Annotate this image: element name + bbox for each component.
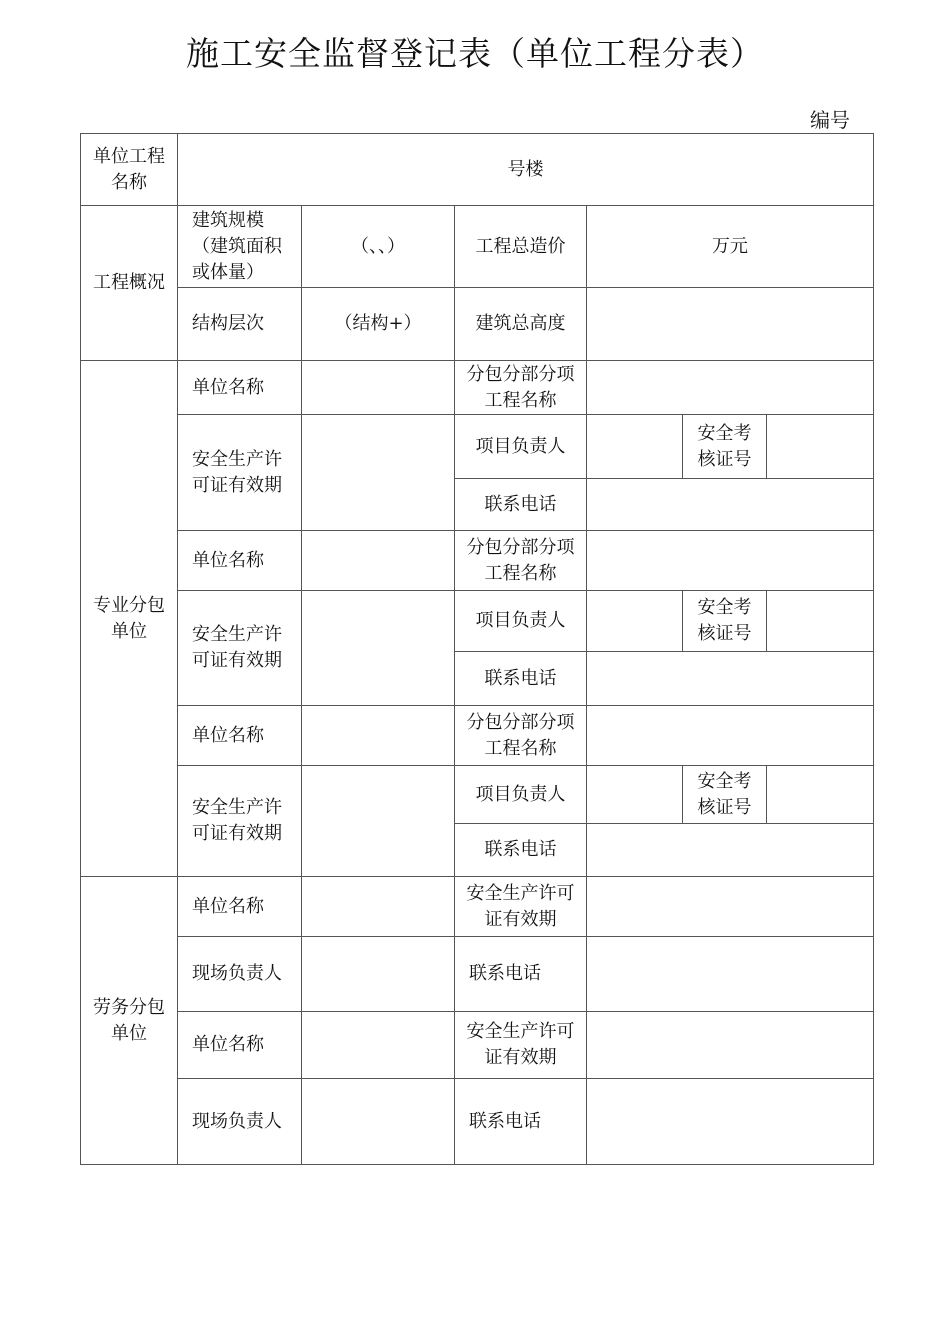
labor-license-label-2: 安全生产许可证有效期	[455, 1012, 587, 1079]
pro-license-value-3[interactable]	[302, 766, 455, 877]
pro-subitem-value-2[interactable]	[587, 531, 874, 591]
labor-sub-label: 劳务分包单位	[81, 877, 178, 1165]
pro-unit-row-2	[81, 531, 874, 591]
pro-unit-row-3	[81, 706, 874, 766]
building-scale-label: 建筑规模（建筑面积或体量）	[178, 206, 302, 288]
pro-subitem-value-1[interactable]	[587, 361, 874, 415]
pro-manager-row-2	[81, 591, 874, 652]
pro-unit-row-1	[81, 361, 874, 415]
labor-license-label-1: 安全生产许可证有效期	[455, 877, 587, 937]
pro-phone-value-3[interactable]	[587, 824, 874, 877]
labor-phone-label-2: 联系电话	[455, 1079, 587, 1165]
building-scale-value[interactable]: （、、）	[302, 206, 455, 288]
pro-cert-value-3[interactable]	[767, 766, 874, 824]
pro-manager-label-1: 项目负责人	[455, 415, 587, 479]
total-cost-label: 工程总造价	[455, 206, 587, 288]
labor-manager-row-2	[81, 1079, 874, 1165]
pro-unit-name-label-1: 单位名称	[178, 361, 302, 415]
pro-manager-value-3[interactable]	[587, 766, 683, 824]
pro-subitem-value-3[interactable]	[587, 706, 874, 766]
pro-manager-value-2[interactable]	[587, 591, 683, 652]
overview-row-1	[81, 206, 874, 288]
registration-form-table	[80, 133, 874, 1165]
structure-label: 结构层次	[178, 288, 302, 361]
pro-unit-name-value-2[interactable]	[302, 531, 455, 591]
pro-unit-name-label-2: 单位名称	[178, 531, 302, 591]
pro-cert-label-1: 安全考核证号	[683, 415, 767, 479]
pro-unit-name-value-1[interactable]	[302, 361, 455, 415]
pro-unit-name-value-3[interactable]	[302, 706, 455, 766]
pro-subitem-label-2: 分包分部分项工程名称	[455, 531, 587, 591]
project-name-label: 单位工程名称	[81, 134, 178, 206]
labor-unit-name-label-1: 单位名称	[178, 877, 302, 937]
labor-phone-label-1: 联系电话	[455, 937, 587, 1012]
pro-phone-label-3: 联系电话	[455, 824, 587, 877]
pro-license-label-1: 安全生产许可证有效期	[178, 415, 302, 531]
pro-phone-value-1[interactable]	[587, 479, 874, 531]
building-height-value[interactable]	[587, 288, 874, 361]
pro-license-label-3: 安全生产许可证有效期	[178, 766, 302, 877]
labor-site-manager-value-1[interactable]	[302, 937, 455, 1012]
pro-manager-value-1[interactable]	[587, 415, 683, 479]
pro-subitem-label-3: 分包分部分项工程名称	[455, 706, 587, 766]
labor-license-value-2[interactable]	[587, 1012, 874, 1079]
pro-phone-value-2[interactable]	[587, 652, 874, 706]
pro-manager-row-3	[81, 766, 874, 824]
building-height-label: 建筑总高度	[455, 288, 587, 361]
labor-phone-value-1[interactable]	[587, 937, 874, 1012]
pro-manager-label-3: 项目负责人	[455, 766, 587, 824]
pro-cert-value-2[interactable]	[767, 591, 874, 652]
labor-site-manager-value-2[interactable]	[302, 1079, 455, 1165]
pro-phone-label-2: 联系电话	[455, 652, 587, 706]
structure-value[interactable]: （结构+）	[302, 288, 455, 361]
overview-label: 工程概况	[81, 206, 178, 361]
labor-unit-name-value-2[interactable]	[302, 1012, 455, 1079]
pro-manager-row-1	[81, 415, 874, 479]
labor-site-manager-label-2: 现场负责人	[178, 1079, 302, 1165]
pro-license-value-2[interactable]	[302, 591, 455, 706]
serial-number-label: 编号	[810, 108, 850, 132]
labor-unit-name-label-2: 单位名称	[178, 1012, 302, 1079]
pro-phone-label-1: 联系电话	[455, 479, 587, 531]
total-cost-value[interactable]: 万元	[587, 206, 874, 288]
professional-sub-label: 专业分包单位	[81, 361, 178, 877]
pro-cert-value-1[interactable]	[767, 415, 874, 479]
labor-unit-row-2	[81, 1012, 874, 1079]
pro-manager-label-2: 项目负责人	[455, 591, 587, 652]
pro-license-value-1[interactable]	[302, 415, 455, 531]
labor-manager-row-1	[81, 937, 874, 1012]
pro-cert-label-3: 安全考核证号	[683, 766, 767, 824]
labor-license-value-1[interactable]	[587, 877, 874, 937]
project-name-value[interactable]: 号楼	[178, 134, 874, 206]
labor-unit-name-value-1[interactable]	[302, 877, 455, 937]
pro-cert-label-2: 安全考核证号	[683, 591, 767, 652]
pro-subitem-label-1: 分包分部分项工程名称	[455, 361, 587, 415]
page-title: 施工安全监督登记表（单位工程分表）	[186, 34, 764, 73]
overview-row-2	[81, 288, 874, 361]
labor-phone-value-2[interactable]	[587, 1079, 874, 1165]
labor-site-manager-label-1: 现场负责人	[178, 937, 302, 1012]
labor-unit-row-1	[81, 877, 874, 937]
pro-license-label-2: 安全生产许可证有效期	[178, 591, 302, 706]
pro-unit-name-label-3: 单位名称	[178, 706, 302, 766]
project-name-row	[81, 134, 874, 206]
